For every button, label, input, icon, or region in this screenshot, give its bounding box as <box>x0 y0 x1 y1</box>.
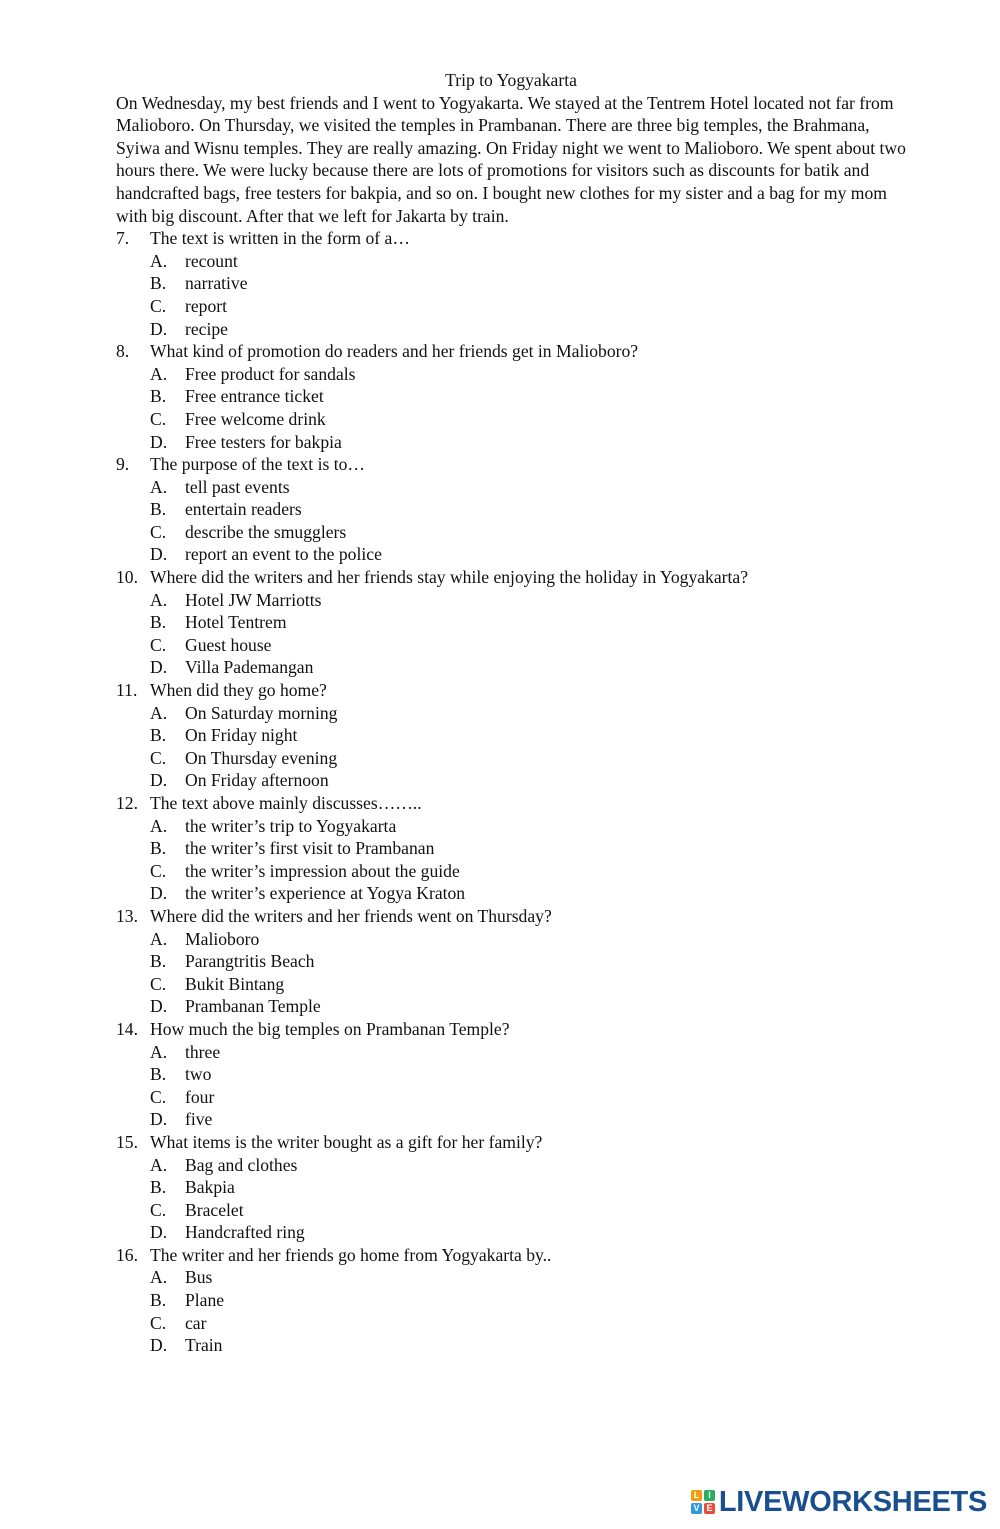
reading-passage <box>116 92 906 228</box>
question-item <box>116 792 906 815</box>
watermark-text: LIVEWORKSHEETS <box>718 1485 987 1518</box>
option-letter: B. <box>150 612 167 633</box>
option-text: two <box>185 1064 212 1085</box>
answer-option <box>116 1199 906 1222</box>
question-item <box>116 227 906 250</box>
answer-option <box>116 408 906 431</box>
option-letter: C. <box>150 521 167 542</box>
option-text: Plane <box>185 1290 225 1311</box>
answer-option <box>116 860 906 883</box>
question-text: The text above mainly discusses…….. <box>150 793 422 813</box>
option-text: Handcrafted ring <box>185 1222 305 1243</box>
option-letter: D. <box>150 431 168 452</box>
option-letter: A. <box>150 702 168 723</box>
answer-option <box>116 1086 906 1109</box>
question-item <box>116 1018 906 1041</box>
answer-option <box>116 882 906 905</box>
option-text: tell past events <box>185 476 290 497</box>
option-letter: C. <box>150 408 167 429</box>
option-letter: C. <box>150 973 167 994</box>
option-letter: D. <box>150 544 168 565</box>
option-letter: B. <box>150 1064 167 1085</box>
answer-option <box>116 1221 906 1244</box>
option-letter: D. <box>150 657 168 678</box>
option-letter: B. <box>150 725 167 746</box>
answer-option <box>116 318 906 341</box>
option-text: report <box>185 295 228 316</box>
option-text: describe the smugglers <box>185 521 347 542</box>
answer-option <box>116 1108 906 1131</box>
question-number: 7. <box>116 228 130 249</box>
option-letter: B. <box>150 951 167 972</box>
logo-tile: I <box>704 1490 715 1501</box>
answer-option <box>116 1063 906 1086</box>
option-text: On Thursday evening <box>185 747 338 768</box>
option-letter: A. <box>150 476 168 497</box>
option-letter: B. <box>150 499 167 520</box>
option-letter: A. <box>150 1267 168 1288</box>
answer-option <box>116 815 906 838</box>
question-item <box>116 566 906 589</box>
option-letter: D. <box>150 883 168 904</box>
option-text: entertain readers <box>185 499 302 520</box>
question-number: 8. <box>116 341 130 362</box>
option-text: Villa Pademangan <box>185 657 314 678</box>
question-number: 11. <box>116 680 138 701</box>
option-letter: C. <box>150 860 167 881</box>
answer-option <box>116 295 906 318</box>
liveworksheets-logo-icon <box>691 1490 715 1514</box>
option-letter: C. <box>150 634 167 655</box>
question-number: 10. <box>116 567 138 588</box>
question-number: 14. <box>116 1018 138 1039</box>
answer-option <box>116 1041 906 1064</box>
answer-option <box>116 476 906 499</box>
option-letter: B. <box>150 386 167 407</box>
option-text: car <box>185 1312 207 1333</box>
option-letter: D. <box>150 1222 168 1243</box>
passage-text: On Wednesday, my best friends and I went to Yogyakarta. We stayed at the Tentrem Hotel located not far from Malioboro. On Thursday, we visited the temples in Prambanan. There are three big temples, the Brahmana, Syiwa and Wisnu temples. They are really amazing. On Friday night we went to Malioboro. We spent about two hours there. We were lucky because there are lots of promotions for visitors such as discounts for batik and handcrafted bags, free testers for bakpia, and so on. I bought new clothes for my sister and a bag for my mom with big discount. After that we left for Jakarta by train. <box>116 92 906 226</box>
option-letter: A. <box>150 815 168 836</box>
option-text: the writer’s first visit to Prambanan <box>185 838 435 859</box>
question-text: Where did the writers and her friends stay while enjoying the holiday in Yogyakarta? <box>150 567 749 588</box>
question-item <box>116 453 906 476</box>
worksheet-page <box>116 69 906 1357</box>
option-letter: B. <box>150 1290 167 1311</box>
option-letter: D. <box>150 1109 168 1130</box>
question-number: 15. <box>116 1131 138 1152</box>
question-text: What items is the writer bought as a gift for her family? <box>150 1131 543 1152</box>
option-text: On Friday night <box>185 725 298 746</box>
option-text: Bus <box>185 1267 213 1288</box>
logo-tile: V <box>691 1503 702 1514</box>
option-text: the writer’s impression about the guide <box>185 860 460 881</box>
option-letter: B. <box>150 838 167 859</box>
option-text: the writer’s experience at Yogya Kraton <box>185 883 466 904</box>
question-text: What kind of promotion do readers and her friends get in Malioboro? <box>150 341 639 362</box>
answer-option <box>116 1176 906 1199</box>
option-letter: B. <box>150 273 167 294</box>
option-letter: A. <box>150 250 168 271</box>
answer-option <box>116 1266 906 1289</box>
option-text: Free entrance ticket <box>185 386 324 407</box>
answer-option <box>116 543 906 566</box>
option-letter: D. <box>150 770 168 791</box>
option-text: recipe <box>185 318 228 339</box>
answer-option <box>116 521 906 544</box>
option-text: Bakpia <box>185 1177 235 1198</box>
question-item <box>116 679 906 702</box>
option-text: On Saturday morning <box>185 702 338 723</box>
option-text: Bag and clothes <box>185 1154 298 1175</box>
option-text: Malioboro <box>185 928 260 949</box>
option-text: report an event to the police <box>185 544 382 565</box>
answer-option <box>116 702 906 725</box>
option-text: Free product for sandals <box>185 363 356 384</box>
answer-option <box>116 1312 906 1335</box>
question-number: 16. <box>116 1244 138 1265</box>
answer-option <box>116 837 906 860</box>
option-text: narrative <box>185 273 248 294</box>
answer-option <box>116 431 906 454</box>
question-text: Where did the writers and her friends went on Thursday? <box>150 905 552 926</box>
option-text: recount <box>185 250 238 271</box>
option-letter: B. <box>150 1177 167 1198</box>
question-text: The purpose of the text is to… <box>150 454 365 475</box>
answer-option <box>116 1334 906 1357</box>
answer-option <box>116 995 906 1018</box>
answer-option <box>116 656 906 679</box>
answer-option <box>116 1154 906 1177</box>
answer-option <box>116 973 906 996</box>
question-text: How much the big temples on Prambanan Temple? <box>150 1018 510 1039</box>
document-title: Trip to Yogyakarta <box>445 70 577 90</box>
option-text: five <box>185 1109 213 1130</box>
option-letter: C. <box>150 295 167 316</box>
option-letter: A. <box>150 928 168 949</box>
option-text: Free welcome drink <box>185 408 326 429</box>
logo-tile: L <box>691 1490 702 1501</box>
option-letter: D. <box>150 1335 168 1356</box>
option-letter: C. <box>150 1312 167 1333</box>
option-text: Train <box>185 1335 223 1356</box>
question-number: 12. <box>116 793 138 813</box>
question-number: 13. <box>116 905 138 926</box>
answer-option <box>116 1289 906 1312</box>
answer-option <box>116 634 906 657</box>
option-text: the writer’s trip to Yogyakarta <box>185 815 397 836</box>
option-text: On Friday afternoon <box>185 770 329 791</box>
option-letter: D. <box>150 318 168 339</box>
option-text: Guest house <box>185 634 272 655</box>
answer-option <box>116 250 906 273</box>
liveworksheets-watermark <box>691 1485 987 1518</box>
option-text: Bukit Bintang <box>185 973 285 994</box>
option-letter: C. <box>150 1199 167 1220</box>
answer-option <box>116 724 906 747</box>
question-item <box>116 905 906 928</box>
option-letter: A. <box>150 1154 168 1175</box>
option-letter: D. <box>150 996 168 1017</box>
answer-option <box>116 611 906 634</box>
option-text: Hotel Tentrem <box>185 612 287 633</box>
question-item <box>116 340 906 363</box>
answer-option <box>116 928 906 951</box>
option-text: Parangtritis Beach <box>185 951 315 972</box>
option-text: four <box>185 1086 215 1107</box>
question-text: When did they go home? <box>150 680 327 701</box>
logo-tile: E <box>704 1503 715 1514</box>
option-text: Prambanan Temple <box>185 996 321 1017</box>
option-text: Bracelet <box>185 1199 244 1220</box>
option-text: Hotel JW Marriotts <box>185 589 322 610</box>
question-text: The writer and her friends go home from Yogyakarta by.. <box>150 1244 552 1265</box>
answer-option <box>116 385 906 408</box>
question-text: The text is written in the form of a… <box>150 228 410 249</box>
answer-option <box>116 363 906 386</box>
option-letter: A. <box>150 363 168 384</box>
question-item <box>116 1244 906 1267</box>
answer-option <box>116 769 906 792</box>
question-item <box>116 1131 906 1154</box>
answer-option <box>116 498 906 521</box>
option-letter: C. <box>150 747 167 768</box>
answer-option <box>116 589 906 612</box>
option-text: Free testers for bakpia <box>185 431 342 452</box>
option-text: three <box>185 1041 221 1062</box>
question-list <box>116 227 906 1357</box>
option-letter: A. <box>150 1041 168 1062</box>
question-number: 9. <box>116 454 130 475</box>
option-letter: A. <box>150 589 168 610</box>
answer-option <box>116 747 906 770</box>
option-letter: C. <box>150 1086 167 1107</box>
answer-option <box>116 950 906 973</box>
answer-option <box>116 272 906 295</box>
